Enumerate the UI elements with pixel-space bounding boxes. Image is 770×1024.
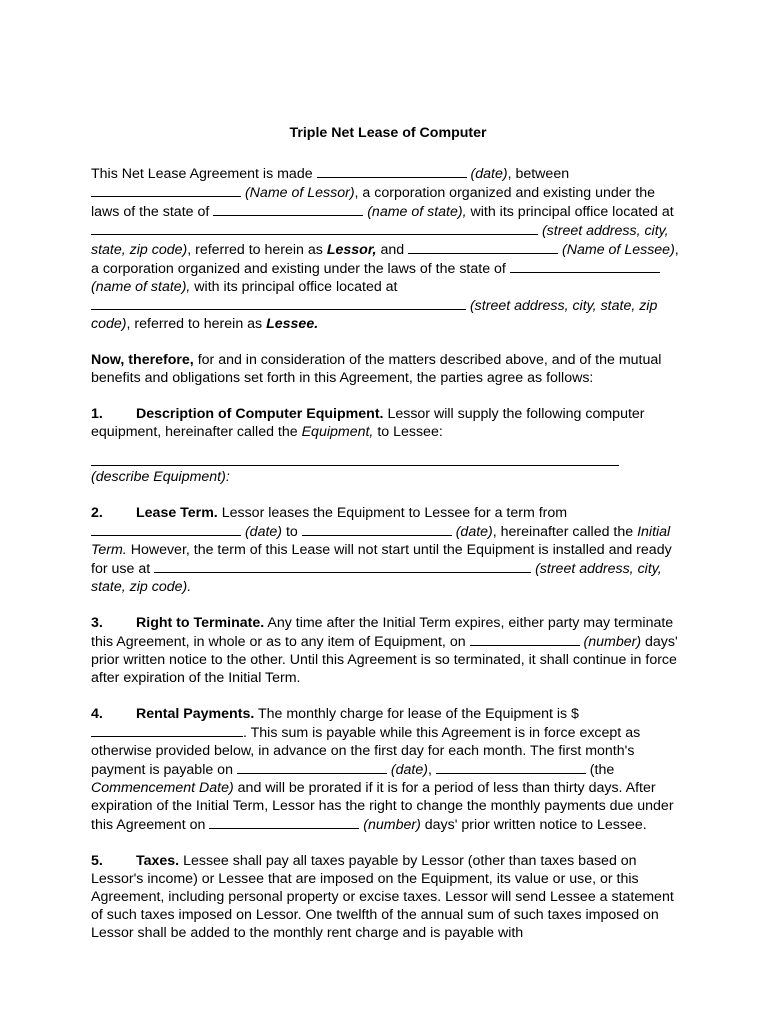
monthly-charge-blank[interactable] (91, 723, 243, 737)
first-payment-date-blank[interactable] (237, 760, 387, 774)
section-heading: Right to Terminate. (136, 615, 265, 631)
describe-equipment-hint: (describe Equipment): (91, 469, 230, 485)
lessor-state-blank[interactable] (213, 202, 363, 216)
term-end-date-blank[interactable] (302, 522, 452, 536)
recital-bold: Now, therefore, (91, 352, 194, 368)
lessee-name-hint: (Name of Lessee) (562, 242, 675, 258)
document-title: Triple Net Lease of Computer (289, 125, 487, 141)
section-text: Lessor will supply the following computer equipment, hereinafter called the (91, 406, 645, 440)
intro-text: and (376, 242, 405, 258)
intro-text: , between (507, 166, 570, 182)
section-number: 4. (91, 706, 103, 722)
address-hint: (street address, city, state, zip code). (91, 561, 662, 595)
lessee-term: Lessee. (266, 316, 319, 332)
number-hint: (number) (363, 817, 421, 833)
lessor-address-hint: (street address, city, state, zip code) (91, 223, 669, 258)
section-text: (the (585, 762, 615, 778)
notice-days-blank[interactable] (470, 632, 580, 646)
equipment-term: Equipment, (301, 424, 374, 440)
install-address-blank[interactable] (154, 559, 531, 573)
section-1 (91, 405, 681, 486)
section-2 (91, 504, 681, 596)
date-hint: (date) (470, 166, 508, 182)
section-number: 1. (91, 406, 103, 422)
intro-text: , a corporation organized and existing under the laws of the state of (91, 242, 679, 277)
lessee-address-blank[interactable] (91, 296, 466, 310)
section-heading: Description of Computer Equipment. (136, 406, 384, 422)
date-blank[interactable] (317, 164, 467, 178)
document-body (91, 124, 681, 960)
lessor-state-hint: (name of state), (367, 204, 467, 220)
section-text: Lessor leases the Equipment to Lessee for a term from (217, 505, 568, 521)
lessor-name-blank[interactable] (91, 183, 241, 197)
section-text: . This sum is payable while this Agreement is in force except as otherwise provided below, in advance on the first day for each month. The first month's payment is payable on (91, 725, 641, 778)
section-text: However, the term of this Lease will not start until the Equipment is installed and ready for use at (91, 542, 672, 577)
equipment-description-blank[interactable] (91, 449, 619, 466)
recital-paragraph (91, 351, 681, 387)
section-text: days' prior written notice to Lessee. (420, 817, 647, 833)
date-hint: (date) (244, 524, 283, 540)
lessor-name-hint: (Name of Lessor) (244, 185, 355, 201)
commencement-date-blank[interactable] (436, 760, 586, 774)
section-5 (91, 852, 681, 942)
date-hint: (date) (455, 524, 493, 540)
section-heading: Rental Payments. (136, 706, 255, 722)
date-hint: (date) (390, 762, 428, 778)
section-text: and will be prorated if it is for a period of less than thirty days. After expiration of the Initial Term, Lessor has the right to change the monthly payments due under this Agreement on (91, 780, 674, 833)
section-heading: Lease Term. (136, 505, 218, 521)
section-heading: Taxes. (136, 853, 180, 869)
payment-change-notice-blank[interactable] (209, 815, 359, 829)
section-text: The monthly charge for lease of the Equipment is $ (254, 706, 579, 722)
commencement-term: Commencement Date) (91, 780, 234, 796)
section-text: days' prior written notice to the other. Until this Agreement is so terminated, it shall continue in force after expiration of the Initial Term. (91, 634, 678, 686)
intro-text: This Net Lease Agreement is made (91, 166, 313, 182)
initial-term-term: Initial Term. (91, 524, 671, 558)
lessee-state-blank[interactable] (510, 259, 660, 273)
section-number: 2. (91, 505, 103, 521)
intro-text: , a corporation organized and existing under the laws of the state of (91, 185, 656, 220)
number-hint: (number) (583, 634, 642, 650)
lessee-address-hint: (street address, city, state, zip code) (91, 298, 658, 332)
section-4 (91, 705, 681, 834)
recital-text: for and in consideration of the matters described above, and of the mutual benefits and obligations set forth in this Agreement, the parties agree as follows: (91, 352, 662, 386)
lessor-term: Lessor, (326, 242, 377, 258)
intro-text: , referred to herein as (126, 316, 263, 332)
section-text: , (427, 762, 432, 778)
lessor-address-blank[interactable] (91, 221, 538, 235)
section-text: to (282, 524, 298, 540)
section-text: Any time after the Initial Term expires, either party may terminate this Agreement, in whole or as to any item of Equipment, on (91, 615, 674, 650)
intro-text: with its principal office located at (466, 204, 674, 220)
lessee-state-hint: (name of state), (91, 279, 191, 295)
term-start-date-blank[interactable] (91, 522, 241, 536)
intro-text: with its principal office located at (190, 279, 398, 295)
section-text: Lessee shall pay all taxes payable by Lessor (other than taxes based on Lessor's income) or Lessee that are imposed on the Equipment, its value or use, or this Agreement, including personal property or excise taxes. Lessor will send Lessee a statement of such taxes imposed on Lessor. One twelfth of the annual sum of such taxes imposed on Lessor shall be added to the monthly rent charge and is payable with (91, 853, 674, 941)
lessee-name-blank[interactable] (408, 240, 558, 254)
section-text: to Lessee: (373, 424, 443, 440)
section-number: 5. (91, 853, 103, 869)
section-3 (91, 614, 681, 687)
section-number: 3. (91, 615, 103, 631)
intro-text: , referred to herein as (187, 242, 323, 258)
intro-paragraph (91, 164, 681, 333)
section-text: , hereinafter called the (492, 524, 638, 540)
